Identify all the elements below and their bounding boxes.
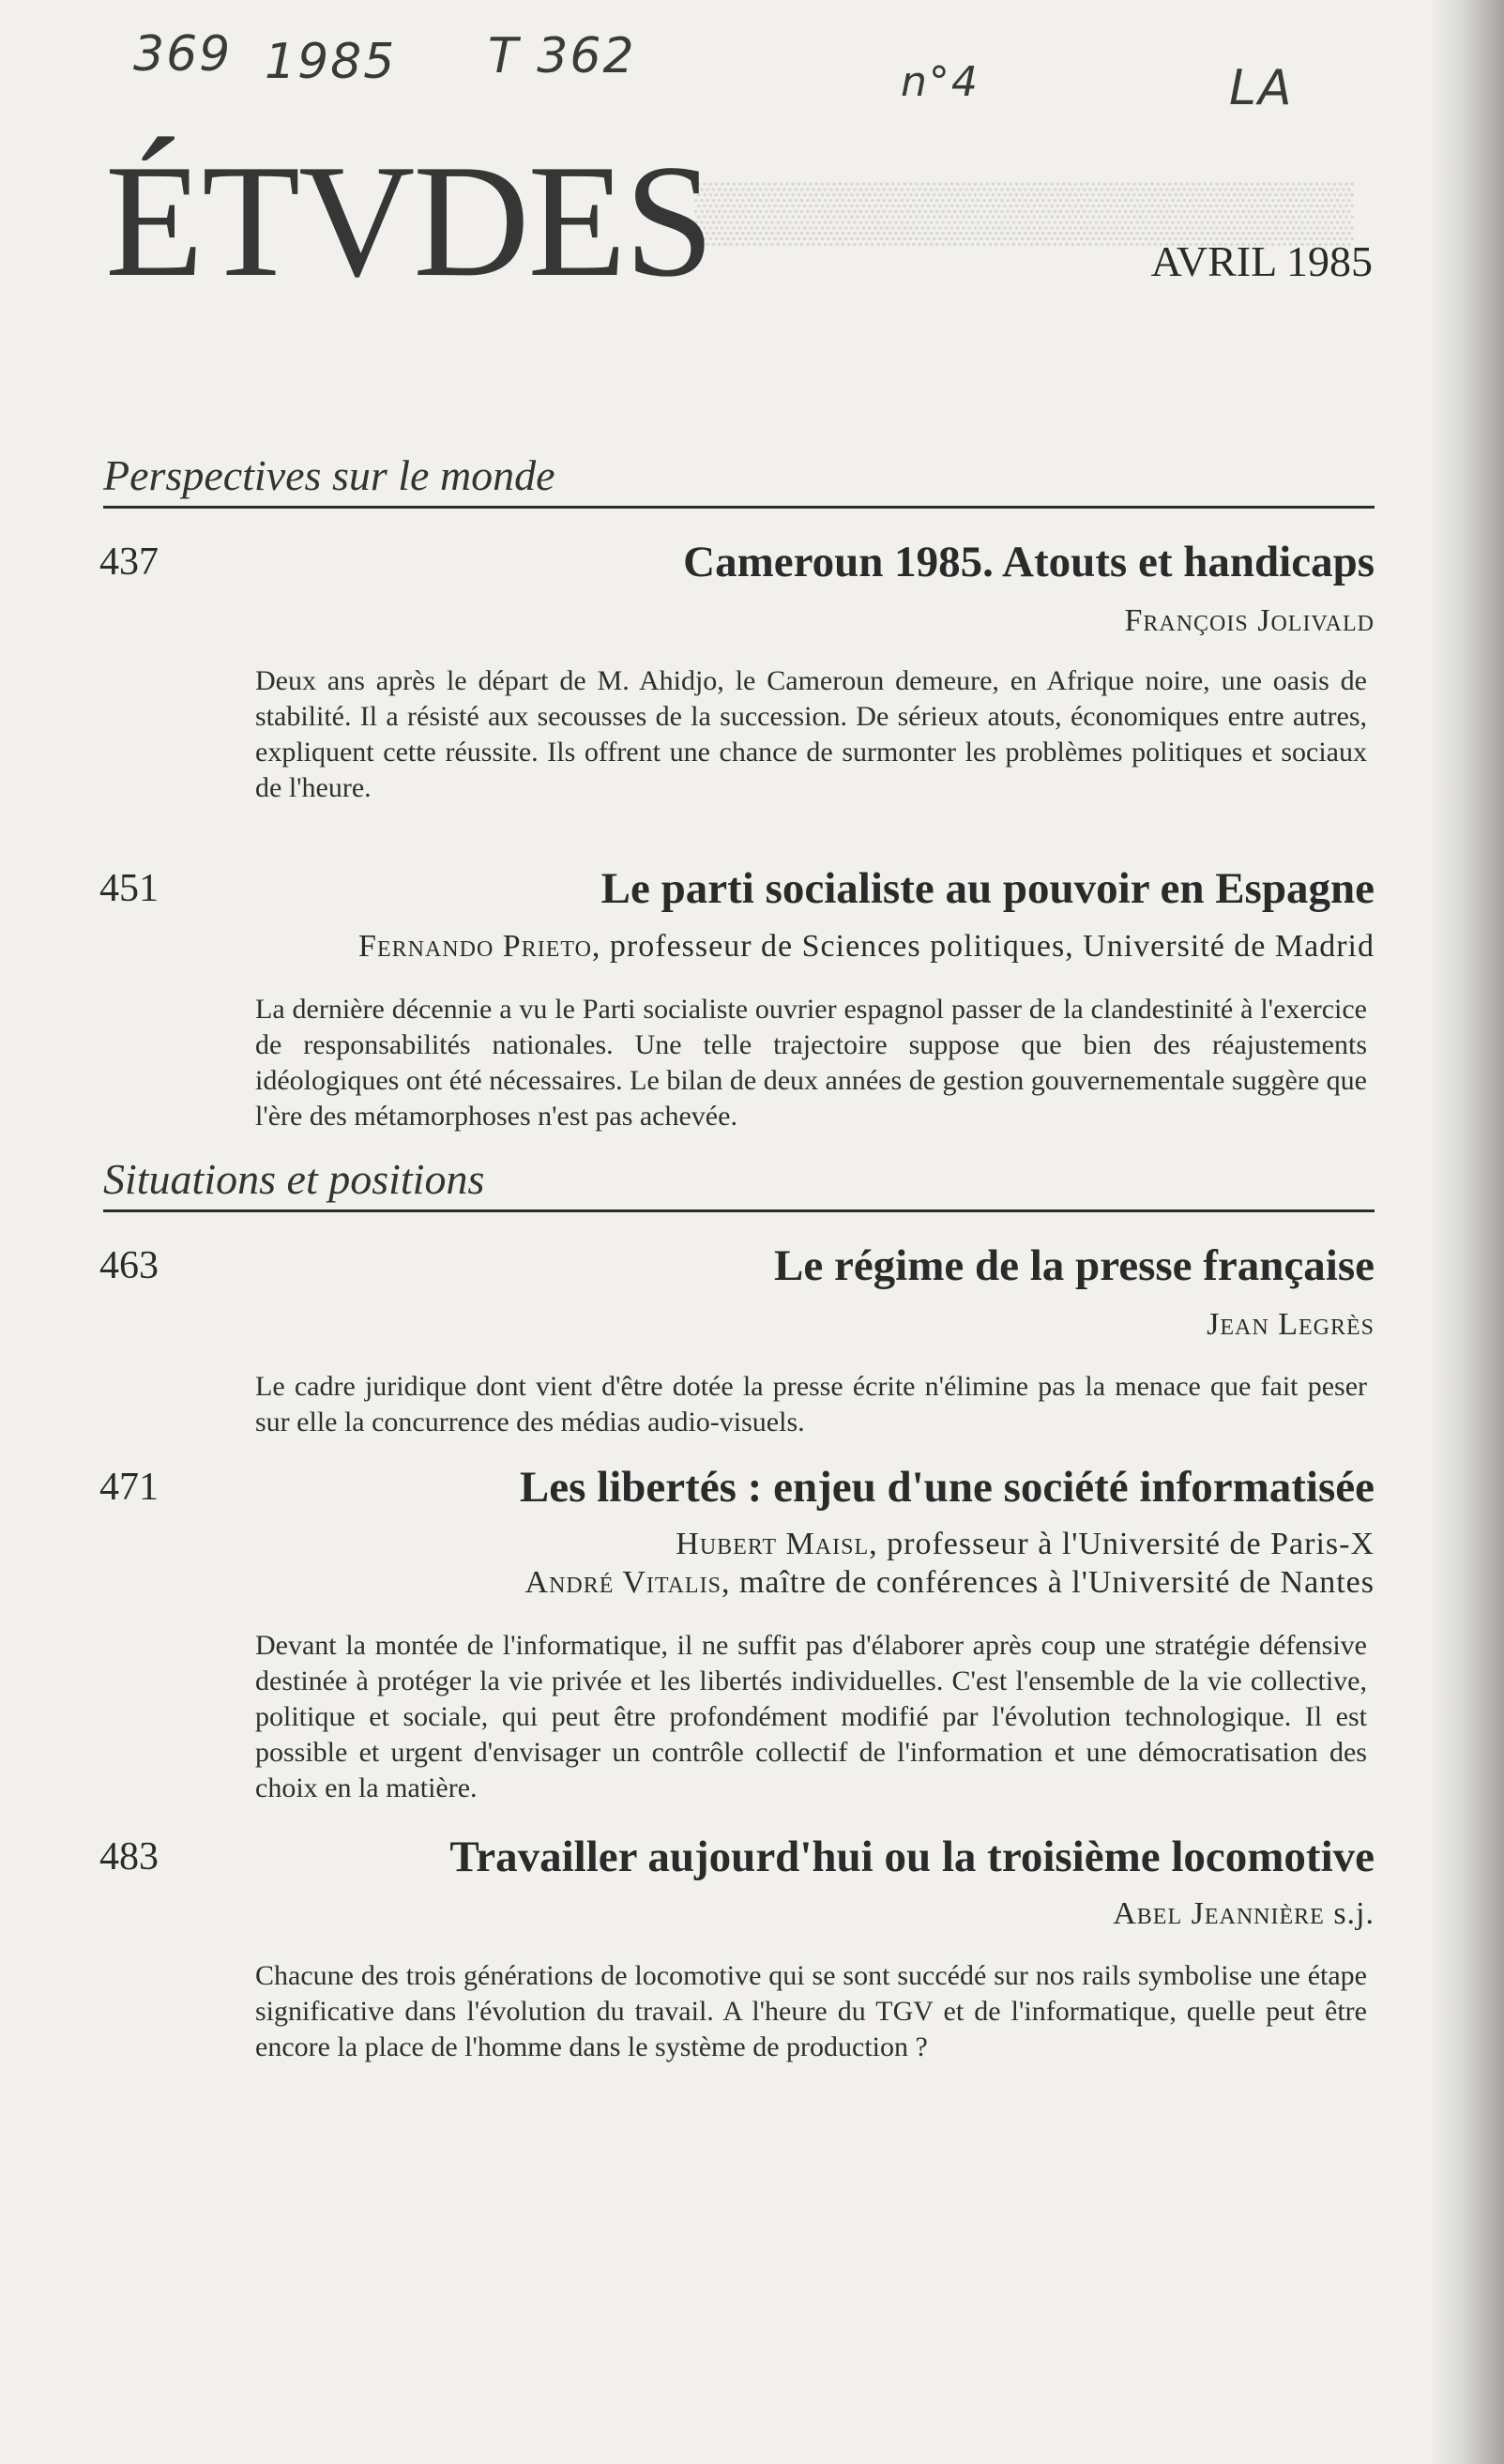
author-name: Abel Jeannière — [1113, 1896, 1325, 1931]
article-author — [525, 1565, 1375, 1601]
article-author — [358, 929, 1375, 965]
journal-logo: ÉTVDES — [105, 132, 713, 311]
author-role: , professeur à l'Université de Paris-X — [869, 1527, 1375, 1561]
article-summary: La dernière décennie a vu le Parti socialiste ouvrier espagnol passer de la clandestinité à l'exercice de responsabilités nationales. Une telle trajectoire suppose que bien des réajustements idéologiques ont été nécessaires. Le bilan de deux années de gestion gouvernementale suggère que l'ère des métamorphoses n'est pas achevée. — [255, 994, 1367, 1132]
article-summary: Le cadre juridique dont vient d'être dotée la presse écrite n'élimine pas la menace que fait peser sur elle la concurrence des médias audio-visuels. — [255, 1371, 1367, 1437]
article-author — [1207, 1307, 1375, 1343]
article-title: Les libertés : enjeu d'une société informatisée — [519, 1463, 1375, 1512]
article-page-number: 451 — [99, 867, 159, 910]
section-heading: Situations et positions — [103, 1154, 1375, 1212]
author-name: François Jolivald — [1124, 603, 1375, 638]
article-summary: Chacune des trois générations de locomotive qui se sont succédé sur nos rails symbolise une étape significative dans l'évolution du travail. A l'heure du TGV et de l'informatique, quelle peut être encore la place de l'homme dans le système de production ? — [255, 1960, 1367, 2062]
author-role: , maître de conférences à l'Université de Nantes — [721, 1565, 1375, 1600]
author-name: Fernando Prieto — [358, 929, 592, 964]
article-summary: Deux ans après le départ de M. Ahidjo, le Cameroun demeure, en Afrique noire, une oasis de stabilité. Il a résisté aux secousses de la succession. De sérieux atouts, économiques entre autres, expliquent cette réussite. Ils offrent une chance de surmonter les problèmes politiques et sociaux de l'heure. — [255, 665, 1367, 803]
article-page-number: 437 — [99, 540, 159, 584]
article-author — [676, 1527, 1375, 1562]
handwritten-ref-num: n°4 — [901, 58, 980, 106]
handwritten-ref-left: 369 — [133, 26, 233, 83]
article-author — [1124, 603, 1375, 639]
handwritten-ref-tome: T 362 — [488, 28, 636, 84]
handwritten-ref-year: 1985 — [265, 34, 397, 90]
section-heading: Perspectives sur le monde — [103, 450, 1375, 509]
article-title: Le régime de la presse française — [774, 1241, 1375, 1290]
article-page-number: 463 — [99, 1244, 159, 1287]
author-name: Jean Legrès — [1207, 1307, 1375, 1342]
article-page-number: 483 — [99, 1835, 159, 1878]
author-role: , professeur de Sciences politiques, Université de Madrid — [591, 929, 1375, 964]
article-title: Cameroun 1985. Atouts et handicaps — [683, 538, 1375, 586]
article-title: Travailler aujourd'hui ou la troisième locomotive — [449, 1833, 1375, 1881]
bleed-through-decoration: ▒▒▒▒▒▒▒▒▒▒▒▒▒▒▒▒ — [694, 179, 1354, 244]
author-name: André Vitalis — [524, 1565, 722, 1600]
author-role: s.j. — [1324, 1896, 1375, 1931]
issue-date: AVRIL 1985 — [1150, 237, 1373, 285]
handwritten-ref-right: LA — [1229, 60, 1294, 116]
article-page-number: 471 — [99, 1466, 159, 1509]
article-summary: Devant la montée de l'informatique, il ne suffit pas d'élaborer après coup une stratégie défensive destinée à protéger la vie privée et les libertés individuelles. C'est l'ensemble de la vie collective, politique et sociale, qui peut être profondément modifié par l'évolution technologique. Il est possible et urgent d'envisager un contrôle collectif de l'information et une démocratisation des choix en la matière. — [255, 1630, 1367, 1803]
article-title: Le parti socialiste au pouvoir en Espagne — [600, 864, 1375, 913]
author-name: Hubert Maisl — [676, 1527, 870, 1561]
binding-shadow — [1429, 0, 1504, 2464]
article-author — [1113, 1896, 1375, 1932]
